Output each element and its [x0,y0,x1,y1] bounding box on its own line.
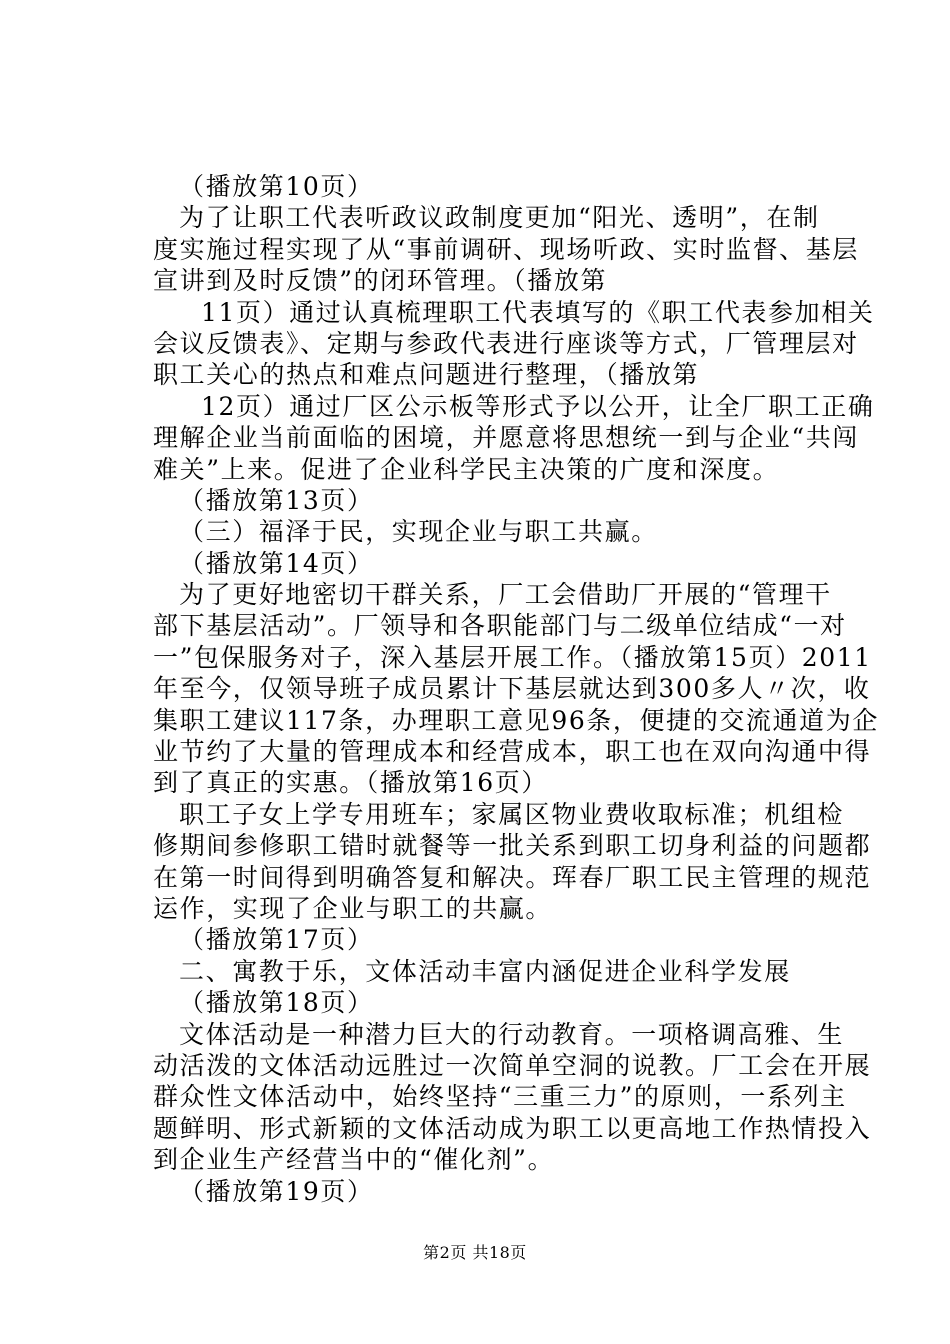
text-line: 会议反馈表》、定期与参政代表进行座谈等方式，厂管理层对 [153,328,859,358]
section-heading: 二、寓教于乐，文体活动丰富内涵促进企业科学发展 [179,956,791,986]
text-line: 11页）通过认真梳理职工代表填写的《职工代表参加相关 [201,297,875,327]
text-line: （播放第13页） [179,485,374,515]
text-line: 群众性文体活动中，始终坚持“三重三力”的原则，一系列主 [153,1082,847,1112]
text-line: 为了更好地密切干群关系，厂工会借助厂开展的“管理干 [179,580,832,610]
text-line: 在第一时间得到明确答复和解决。珲春厂职工民主管理的规范 [153,862,872,892]
text-line: 动活泼的文体活动远胜过一次简单空洞的说教。厂工会在开展 [153,1050,872,1080]
text-line: 度实施过程实现了从“事前调研、现场听政、实时监督、基层 [153,234,859,264]
text-line: 集职工建议117条，办理职工意见96条，便捷的交流通道为企 [153,705,879,735]
section-heading: （三）福泽于民，实现企业与职工共赢。 [179,517,658,547]
text-line: 修期间参修职工错时就餐等一批关系到职工切身利益的问题都 [153,831,872,861]
text-line: （播放第14页） [179,548,374,578]
text-line: 理解企业当前面临的困境，并愿意将思想统一到与企业“共闯 [153,423,859,453]
text-line: （播放第18页） [179,988,374,1018]
text-line: 为了让职工代表听政议政制度更加“阳光、透明”，在制 [179,203,820,233]
page-number-footer: 第2页 共18页 [423,1243,527,1262]
document-body [153,171,879,1207]
text-line: （播放第17页） [179,925,374,955]
text-line: 一”包保服务对子，深入基层开展工作。（播放第15页）2011 [153,642,872,672]
text-line: 12页）通过厂区公示板等形式予以公开，让全厂职工正确 [201,391,875,421]
text-line: 部下基层活动”。厂领导和各职能部门与二级单位结成“一对 [153,611,847,641]
text-line: （播放第10页） [179,172,374,201]
text-line: 职工子女上学专用班车；家属区物业费收取标准；机组检 [179,799,845,829]
text-line: 到了真正的实惠。（播放第16页） [153,768,548,798]
text-line: 难关”上来。促进了企业科学民主决策的广度和深度。 [153,454,780,484]
text-line: 文体活动是一种潜力巨大的行动教育。一项格调高雅、生 [179,1019,845,1049]
text-line: 题鲜明、形式新颖的文体活动成为职工以更高地工作热情投入 [153,1113,872,1143]
text-line: （播放第19页） [179,1176,374,1206]
text-line: 业节约了大量的管理成本和经营成本，职工也在双向沟通中得 [153,737,872,767]
text-line: 年至今，仅领导班子成员累计下基层就达到300多人〃次，收 [153,674,871,704]
text-line: 到企业生产经营当中的“催化剂”。 [153,1145,555,1175]
text-line: 运作，实现了企业与职工的共赢。 [153,893,553,923]
text-line: 宣讲到及时反馈”的闭环管理。（播放第 [153,266,608,296]
text-line: 职工关心的热点和难点问题进行整理，（播放第 [153,360,700,390]
